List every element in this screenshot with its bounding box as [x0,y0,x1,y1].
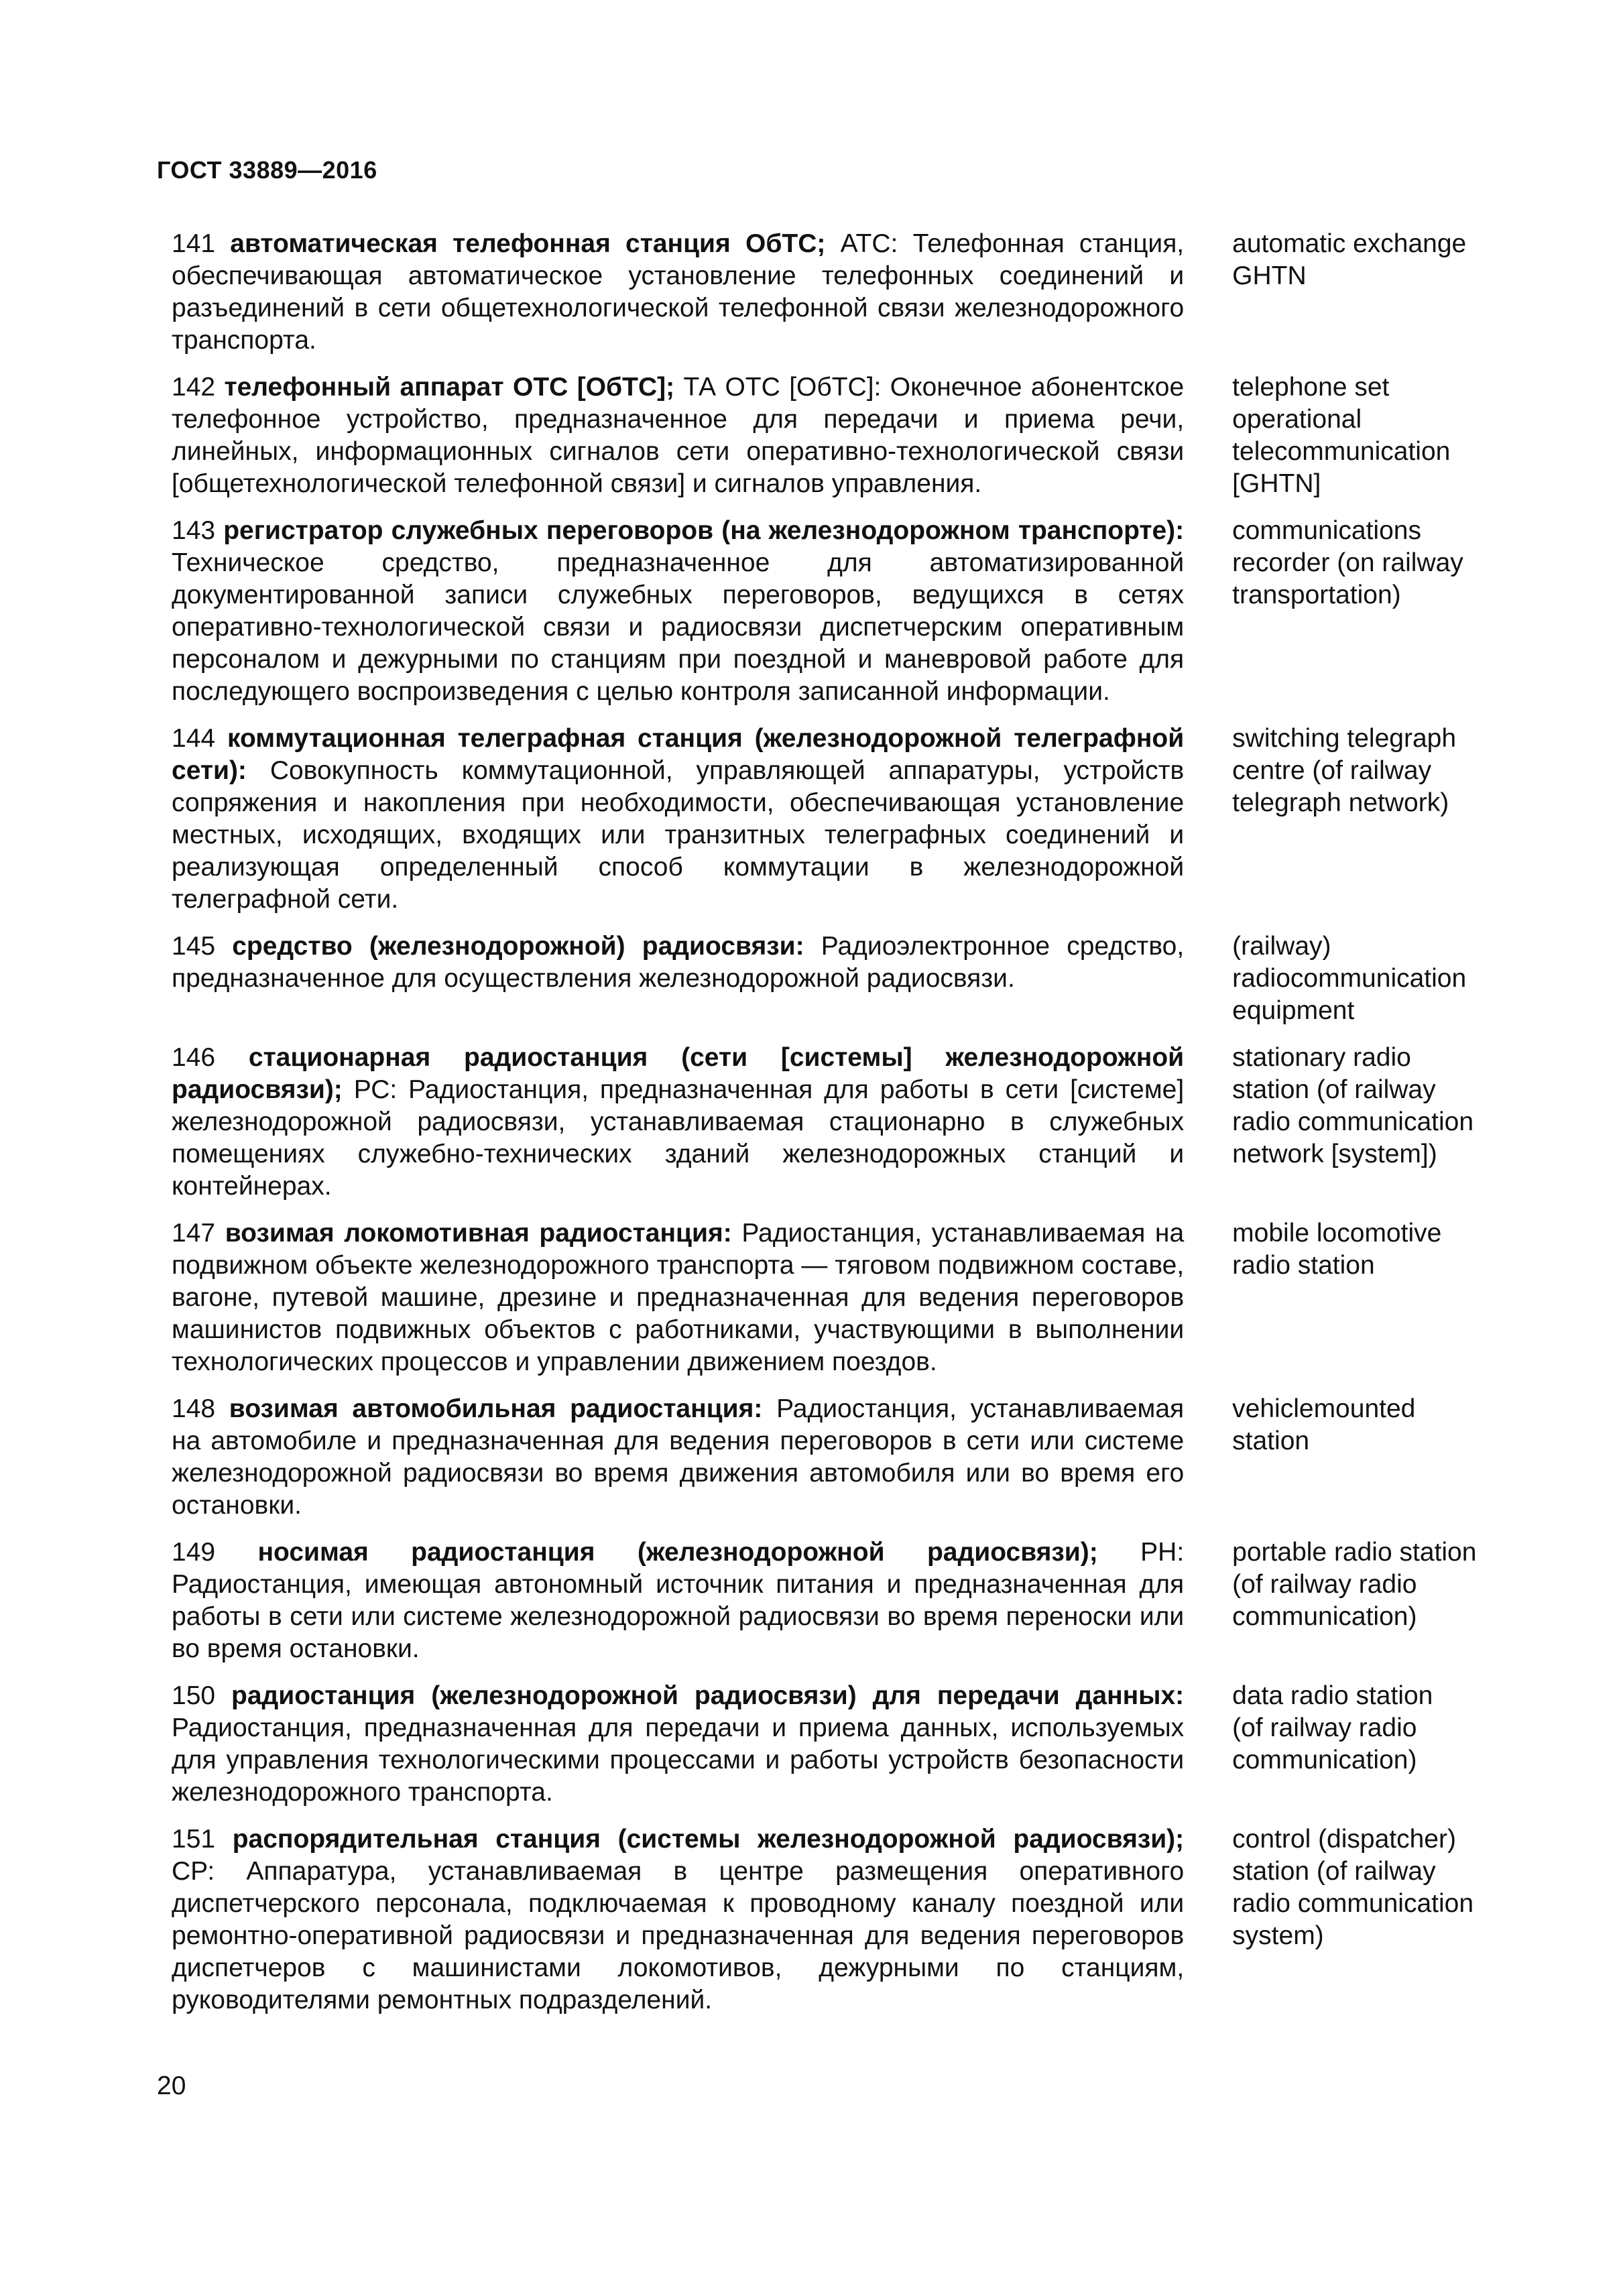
term-entry-141 [172,228,1512,357]
term-number: 141 [172,229,216,258]
term-number: 151 [172,1825,216,1854]
term-definition-ru [172,1823,1184,2016]
term-definition-ru [172,515,1184,708]
page-number: 20 [157,2071,186,2100]
term-entry-149 [172,1536,1512,1665]
term-definition-text: ТА ОТС [ОбТС]: Оконечное абонентское телефонное устройство, предназначенное для передачи и приема речи, линейных, информационных сигналов сети оперативно-технологической связи [общетехнологической телефонной связи] и сигналов управления. [172,373,1185,498]
term-name: распорядительная станция (системы железнодорожной радиосвязи); [232,1825,1185,1854]
term-definition-text: Радиостанция, устанавливаемая на автомобиле и предназначенная для ведения переговоров в сети или системе железнодорожной радиосвязи во время движения автомобиля или во время его остановки. [172,1394,1185,1520]
term-number: 150 [172,1681,216,1710]
term-english-equivalent: automatic exchange GHTN [1232,229,1467,290]
term-english-equivalent: vehiclemounted station [1232,1394,1416,1455]
term-name: возимая локомотивная радиостанция: [225,1219,732,1248]
term-number: 147 [172,1219,216,1248]
term-definition-text: Радиостанция, устанавливаемая на подвижном объекте железнодорожного транспорта — тяговом подвижном составе, вагоне, путевой машине, дрезине и предназначенная для ведения переговоров машинистов подвижных объектов с работниками, участвующими в выполнении технологических процессов и управлении движением поездов. [172,1219,1185,1376]
term-entry-143 [172,515,1512,708]
term-definition-ru [172,930,1184,995]
term-name: автоматическая телефонная станция ОбТС; [230,229,826,258]
term-definition-text: Радиоэлектронное средство, предназначенное для осуществления железнодорожной радиосвязи. [172,932,1185,993]
term-english-equivalent: data radio station (of railway radio communication) [1232,1681,1433,1774]
term-number: 146 [172,1043,216,1072]
term-definition-ru [172,1536,1184,1665]
terms-list [172,228,1512,2031]
term-definition-ru [172,1393,1184,1522]
term-definition-text: Совокупность коммутационной, управляющей аппаратуры, устройств сопряжения и накопления при необходимости, обеспечивающая установление местных, исходящих, входящих или транзитных телеграфных соединений и реализующая определенный способ коммутации в железнодорожной телеграфной сети. [172,756,1185,914]
document-code-header: ГОСТ 33889—2016 [157,156,377,184]
term-name: стационарная радиостанция (сети [системы] железнодорожной радиосвязи); [172,1043,1185,1104]
term-number: 149 [172,1538,216,1567]
term-definition-text: АТС: Телефонная станция, обеспечивающая автоматическое установление телефонных соединений и разъединений в сети общетехнологической телефонной связи железнодорожного транспорта. [172,229,1185,355]
term-name: возимая автомобильная радиостанция: [229,1394,763,1423]
term-definition-text: Техническое средство, предназначенное для автоматизированной документированной записи служебных переговоров, ведущихся в сетях оперативно-технологической связи и радиосвязи диспетчерским оперативным персоналом и дежурными по станциям при поездной и маневровой работе для последующего воспроизведения с целью контроля записанной информации. [172,548,1185,706]
term-name: коммутационная телеграфная станция (железнодорожной телеграфной сети): [172,724,1185,785]
term-definition-text: Радиостанция, предназначенная для передачи и приема данных, используемых для управления технологическими процессами и работы устройств безопасности железнодорожного транспорта. [172,1713,1185,1807]
term-entry-142 [172,371,1512,500]
term-name: радиостанция (железнодорожной радиосвязи) для передачи данных: [231,1681,1185,1710]
term-english-equivalent: communications recorder (on railway transportation) [1232,516,1463,609]
term-definition-ru [172,1217,1184,1378]
term-definition-ru [172,1042,1184,1203]
term-english-equivalent: portable radio station (of railway radio communication) [1232,1538,1477,1631]
term-english-equivalent: stationary radio station (of railway radio communication network [system]) [1232,1043,1474,1168]
term-number: 143 [172,516,216,545]
term-entry-144 [172,723,1512,916]
term-english-equivalent: switching telegraph centre (of railway telegraph network) [1232,724,1457,817]
term-name: регистратор служебных переговоров (на железнодорожном транспорте): [223,516,1185,545]
term-name: средство (железнодорожной) радиосвязи: [232,932,804,961]
term-entry-150 [172,1680,1512,1809]
term-name: телефонный аппарат ОТС [ОбТС]; [224,373,675,402]
term-definition-ru [172,723,1184,916]
term-entry-151 [172,1823,1512,2016]
term-number: 144 [172,724,216,753]
term-definition-text: РС: Радиостанция, предназначенная для работы в сети [системе] железнодорожной радиосвязи, устанавливаемая стационарно в служебных помещениях служебно-технических зданий железнодорожных станций и контейнерах. [172,1075,1185,1201]
term-definition-text: РН: Радиостанция, имеющая автономный источник питания и предназначенная для работы в сети или системе железнодорожной радиосвязи во время переноски или во время остановки. [172,1538,1185,1663]
term-english-equivalent: (railway) radiocommunication equipment [1232,932,1467,1025]
term-definition-ru [172,1680,1184,1809]
term-name: носимая радиостанция (железнодорожной радиосвязи); [257,1538,1098,1567]
term-number: 142 [172,373,216,402]
term-entry-146 [172,1042,1512,1203]
term-english-equivalent: telephone set operational telecommunication [GHTN] [1232,373,1451,498]
term-definition-text: СР: Аппаратура, устанавливаемая в центре размещения оперативного диспетчерского персонала, подключаемая к проводному каналу поездной или ремонтно-оперативной радиосвязи и предназначенная для ведения переговоров диспетчеров с машинистами локомотивов, дежурными по станциям, руководителями ремонтных подразделений. [172,1857,1185,2014]
term-number: 148 [172,1394,216,1423]
term-number: 145 [172,932,216,961]
term-english-equivalent: mobile locomotive radio station [1232,1219,1442,1280]
term-definition-ru [172,371,1184,500]
term-english-equivalent: control (dispatcher) station (of railway radio communication system) [1232,1825,1474,1950]
term-entry-148 [172,1393,1512,1522]
term-entry-145 [172,930,1512,1027]
term-definition-ru [172,228,1184,357]
term-entry-147 [172,1217,1512,1378]
